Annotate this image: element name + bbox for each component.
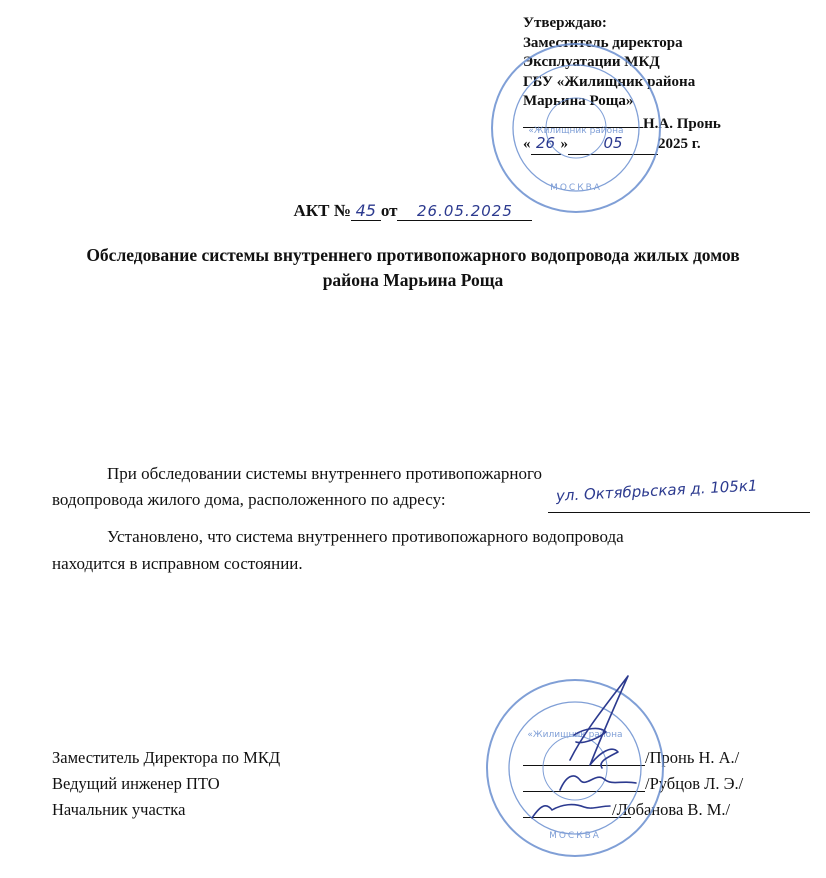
bottom-stamp-text: «Жилищник района bbox=[527, 730, 623, 740]
paragraph1-line1: При обследовании системы внутреннего противопожарного bbox=[107, 464, 543, 483]
handwritten-signatures bbox=[532, 676, 636, 818]
signature-role-3: Начальник участка bbox=[52, 800, 186, 819]
act-subtitle: Обследование системы внутреннего противопожарного водопровода жилых домов района Марьина Роща bbox=[86, 245, 740, 290]
signature-scribble-3 bbox=[532, 805, 610, 818]
approval-date-month: 05 bbox=[568, 134, 658, 155]
signature-line-1 bbox=[523, 765, 645, 766]
approval-signatory-row bbox=[523, 112, 721, 135]
date-quote-open: « bbox=[523, 136, 531, 152]
act-title bbox=[0, 201, 826, 221]
paragraph2-line2: находится в исправном состоянии. bbox=[52, 554, 303, 573]
signature-name-1: /Пронь Н. А./ bbox=[645, 748, 740, 767]
approval-position-1: Заместитель директора bbox=[523, 34, 683, 51]
approval-block bbox=[523, 14, 721, 155]
signature-role-2: Ведущий инженер ПТО bbox=[52, 774, 220, 793]
approval-heading: Утверждаю: bbox=[523, 15, 607, 31]
act-title-prefix: АКТ № bbox=[293, 201, 351, 220]
approval-position-2: Эксплуатации МКД bbox=[523, 54, 660, 70]
approval-signatory: Н.А. Пронь bbox=[643, 115, 721, 132]
signature-name-3: /Лобанова В. М./ bbox=[612, 800, 731, 819]
approval-date-year: 2025 г. bbox=[658, 136, 701, 152]
approval-org-2: Марьина Роща» bbox=[523, 93, 634, 109]
paragraph1-line2: водопровода жилого дома, расположенного по адресу: bbox=[52, 490, 446, 509]
top-stamp-text: «Жилищник района bbox=[528, 126, 624, 136]
signature-line-2 bbox=[523, 791, 645, 792]
approval-date-row bbox=[523, 134, 721, 155]
signature-scribble-1 bbox=[570, 676, 628, 768]
top-stamp-city: МОСКВА bbox=[550, 183, 602, 193]
approval-org-1: ГБУ «Жилищник района bbox=[523, 73, 696, 90]
signature-name-2: /Рубцов Л. Э./ bbox=[645, 774, 744, 793]
signature-scribble-2 bbox=[560, 776, 636, 790]
bottom-stamp bbox=[487, 680, 663, 856]
address-underline bbox=[548, 512, 810, 513]
signature-role-1: Заместитель Директора по МКД bbox=[52, 748, 281, 767]
approval-date-day: 26 bbox=[531, 134, 561, 155]
signature-scribble-1b bbox=[574, 728, 606, 742]
date-quote-close: » bbox=[560, 136, 568, 152]
approval-signature-line bbox=[523, 112, 643, 128]
act-from-word: от bbox=[380, 201, 398, 220]
bottom-stamp-city: МОСКВА bbox=[549, 831, 601, 841]
paragraph2-line1: Установлено, что система внутреннего противопожарного водопровода bbox=[107, 527, 624, 546]
act-date: 26.05.2025 bbox=[397, 202, 532, 221]
address-handwritten: ул. Октябрьская д. 105к1 bbox=[555, 476, 758, 505]
act-number: 45 bbox=[351, 201, 381, 221]
